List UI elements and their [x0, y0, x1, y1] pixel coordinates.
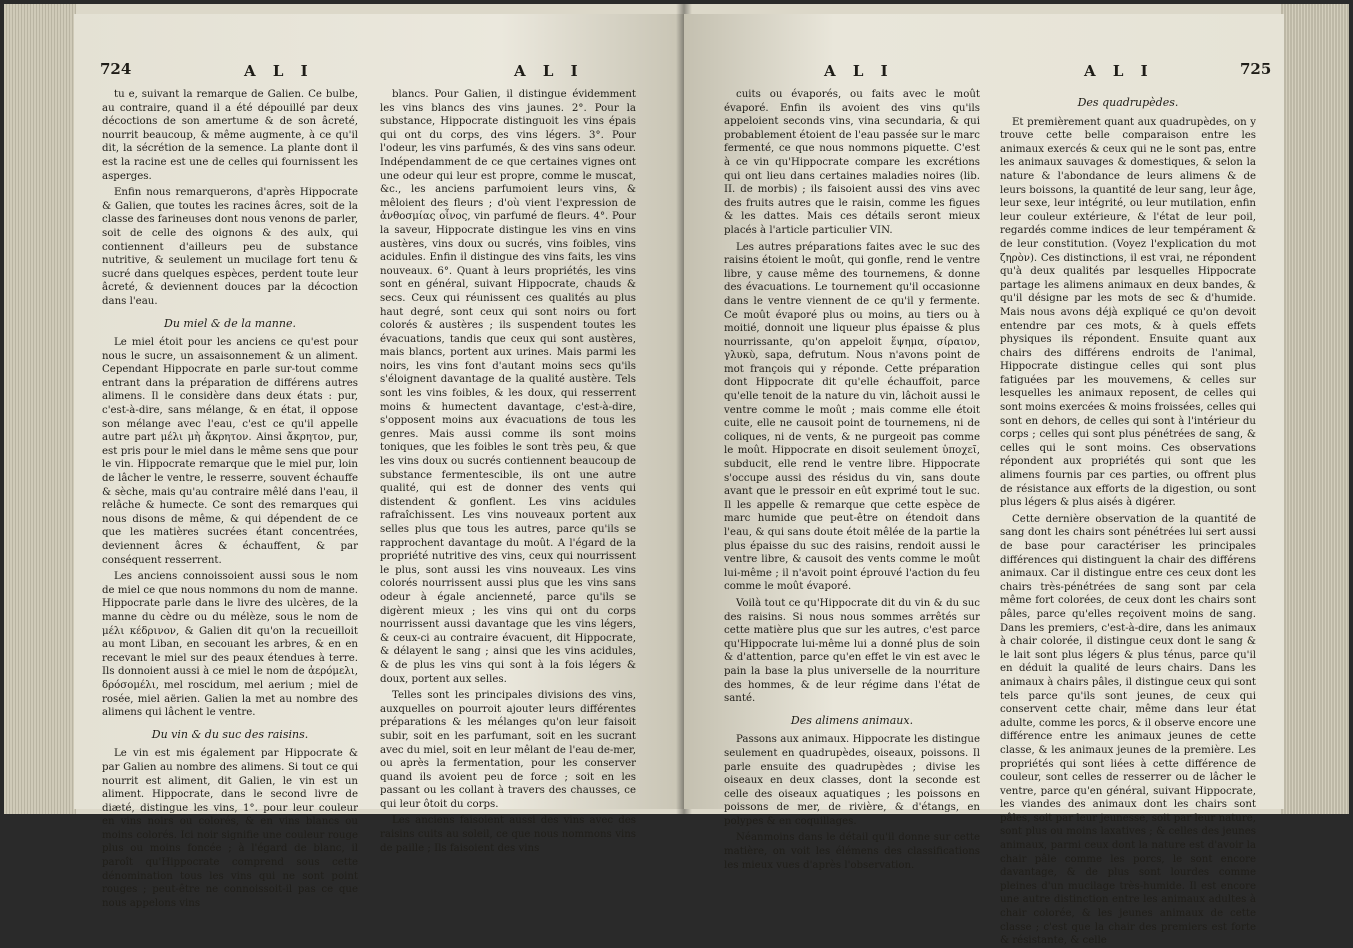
paragraph: Cette dernière observation de la quantité de sang dont les chairs sont pénétrées lui sert aussi de base pour caractériser les principales différences qui distinguent la chair des différens animaux. Car il distingue entre ces ceux dont les chairs très-pénétrées de sang sont par cela même fort colorées, de ceux dont les chairs sont pâles, parce qu'elles reçoivent moins de sang. Dans les premiers, c'est-à-dire, dans les animaux à chair colorée, il distingue ceux dont le sang & le lait sont plus légers & plus ténus, parce qu'il en déduit la qualité de leurs chairs. Dans les animaux à chairs pâles, il distingue ceux qui sont tels parce qu'ils sont jeunes, de ceux qui conservent cette chair, même dans leur état adulte, comme les porcs, & il observe encore une différence entre les animaux jeunes de cette classe, & les animaux jeunes de la première. Les propriétés qui sont liées à cette différence de couleur, sont celles de resserrer ou de lâcher le ventre, parce qu'en général, suivant Hippocrate, les viandes des animaux dont les chairs sont pâles, soit par leur jeunesse, soit par leur nature, sont plus ou moins laxatives ; & celles des jeunes animaux, parmi ceux dont la nature est d'avoir la chair pâle comme les porcs, le sont encore davantage, & de plus sont lourdes comme pleines d'un mucilage très-humide. Il est encore une autre distinction entre les animaux adultes à chair colorée, & les jeunes animaux de cette classe ; c'est que la chair des premiers est forte & résistante, & celle	[1000, 513, 1256, 947]
right-page	[684, 14, 1284, 947]
left-column-2	[380, 88, 636, 854]
paragraph: Le vin est mis également par Hippocrate & par Galien au nombre des alimens. Si tout ce qui nourrit est aliment, dit Galien, le vin est un aliment. Hippocrate, dans le second livre de diæté, distingue les vins, 1°. pour leur couleur en vins noirs ou colorés, & en vins blancs ou moins colorés. Ici noir signifie une couleur rouge plus ou moins foncée ; à l'égard de blanc, il paroît qu'Hippocrate comprend sous cette dénomination tous les vins qui ne sont point rouges ; peut-être ne connoissoit-il pas ce que nous appelons vins	[102, 748, 358, 909]
paragraph: Les anciens connoissoient aussi sous le nom de miel ce que nous nommons du nom de manne. Hippocrate parle dans le livre des ulcères, de la manne du cèdre ou du mélèze, sous le nom de μέλι κέδρινον, & Galien dit qu'on la recueilloit au mont Liban, en secouant les arbres, & en en recevant le miel sur des peaux étendues à terre. Ils donnoient aussi à ce miel le nom de ἀερόμελι, δρόσομέλι, mel roscidum, mel aerium ; miel de rosée, miel aërien. Galien la met au nombre des alimens qui lâchent le ventre.	[102, 571, 358, 719]
paragraph: Voilà tout ce qu'Hippocrate dit du vin & du suc des raisins. Si nous nous sommes arrêtés sur cette matière plus que sur les autres, c'est parce qu'Hippocrate lui-même lui a donné plus de soin & d'attention, parce qu'en effet le vin est avec le pain la base la plus universelle de la nourriture des hommes, & de leur régime dans l'état de santé.	[724, 597, 980, 705]
right-column-1	[724, 88, 980, 871]
paragraph: Enfin nous remarquerons, d'après Hippocrate & Galien, que toutes les racines âcres, soit de la classe des farineuses dont nous venons de parler, soit de celle des oignons & des aulx, qui contiennent d'ailleurs peu de substance nutritive, & seulement un mucilage fort tenu & sucré dans quelques espèces, perdent toute leur âcreté, & deviennent douces par la décoction dans l'eau.	[102, 187, 358, 307]
running-head-right-col2: A L I	[1084, 62, 1154, 80]
paragraph: Néanmoins dans le détail qu'il donne sur cette matière, on voit les élémens des classifications les mieux vues d'après l'observation.	[724, 832, 980, 871]
paragraph: Les anciens faisoient aussi des vins avec des raisins cuits au soleil, ce que nous nommons vins de paille ; Ils faisoient des vins	[380, 815, 636, 854]
open-book	[4, 4, 1349, 947]
running-head-right-col1: A L I	[824, 62, 894, 80]
page-number-left: 724	[100, 60, 132, 78]
paragraph: Les autres préparations faites avec le suc des raisins étoient le moût, qui gonfle, rend le ventre libre, y cause même des tournemens, & donne des évacuations. Le tournement qu'il occasionne dans le ventre viennent de ce qu'il y fermente. Ce moût évaporé plus ou moins, au tiers ou à moitié, donnoit une liqueur plus épaisse & plus nourrissante, qu'on appeloit ἕψημα, σίραιον, γλυκὺ, sapa, defrutum. Nous n'avons point de mot françois qui y réponde. Cette préparation dont Hippocrate dit qu'elle échauffoit, parce qu'elle tenoit de la nature du vin, lâchoit aussi le ventre comme le moût ; mais comme elle étoit cuite, elle ne causoit point de tournemens, ni de coliques, ni de vents, & ne purgeoit pas comme le moût. Hippocrate en disoit seulement ὑποχεῖ, subducit, elle rend le ventre libre. Hippocrate s'occupe aussi des résidus du vin, sans doute avant que le pressoir en eût exprimé tout le suc. Il les appelle & remarque que cette espèce de marc humide que peut-être on étendoit dans l'eau, & qui sans doute étoit mêlée de la partie la plus épaisse du suc des raisins, rendoit aussi le ventre libre, & causoit des vents comme le moût lui-même ; il n'avoit point éprouvé l'action du feu comme le moût évaporé.	[724, 241, 980, 593]
left-page	[74, 14, 684, 909]
paragraph: blancs. Pour Galien, il distingue évidemment les vins blancs des vins jaunes. 2°. Pour la substance, Hippocrate distinguoit les vins épais qui ont du corps, des vins légers. 3°. Pour l'odeur, les vins parfumés, & des vins sans odeur. Indépendamment de ce que certaines vignes ont une odeur qui leur est propre, comme le muscat, &c., les anciens parfumoient leurs vins, & mêloient des fleurs ; d'où vient l'expression de ἀνθοσμίας οἶνος, vin parfumé de fleurs. 4°. Pour la saveur, Hippocrate distingue les vins en vins austères, vins doux ou sucrés, vins foibles, vins acidules. Enfin il distingue des vins faits, les vins nouveaux. 6°. Quant à leurs propriétés, les vins sont en général, suivant Hippocrate, chauds & secs. Ceux qui réunissent ces qualités au plus haut degré, sont ceux qui sont noirs ou fort colorés & austères ; ils suspendent toutes les évacuations, tandis que ceux qui sont austères, mais blancs, portent aux urines. Mais parmi les noirs, les vins font d'autant moins secs qu'ils s'éloignent davantage de la qualité austère. Tels sont les vins foibles, & les doux, qui resserrent moins & humectent davantage, c'est-à-dire, s'opposent moins aux évacuations de tous les genres. Mais aussi comme ils sont moins toniques, que les foibles le sont très peu, & que les vins doux ou sucrés contiennent beaucoup de substance fermentescible, ils ont une autre qualité, qui est de donner des vents qui distendent & gonflent. Les vins acidules rafraîchissent. Les vins nouveaux portent aux selles plus que tous les autres, parce qu'ils se rapprochent davantage du moût. A l'égard de la propriété nutritive des vins, ceux qui nourrissent le plus, sont aussi les vins nouveaux. Les vins colorés nourrissent aussi plus que les vins sans odeur à égale ancienneté, parce qu'ils se digèrent mieux ; les vins qui ont du corps nourrissent aussi davantage que les vins légers, & ceux-ci au contraire évacuent, dit Hippocrate, & délayent le sang ; ainsi que les vins acidules, & de plus les vins qui sont à la fois légers & doux, portent aux selles.	[380, 89, 636, 685]
page-number-right: 725	[1240, 60, 1272, 78]
section-heading: Des alimens animaux.	[790, 713, 914, 727]
running-head-left-col2: A L I	[514, 62, 584, 80]
paragraph: Telles sont les principales divisions des vins, auxquelles on pourroit ajouter leurs différentes préparations & les mélanges qu'on leur faisoit subir, soit en les parfumant, soit en les sucrant avec du miel, soit en leur mêlant de l'eau de-mer, ou après la fermentation, pour les conserver quand ils avoient peu de force ; soit en les passant ou les collant à travers des chausses, ce qui leur ôtoit du corps.	[380, 690, 636, 810]
right-column-2	[1000, 88, 1256, 947]
section-heading: Des quadrupèdes.	[1077, 96, 1179, 109]
paragraph: tu e, suivant la remarque de Galien. Ce bulbe, au contraire, quand il a été dépouillé par deux décoctions de son amertume & de son âcreté, nourrit beaucoup, & même augmente, à ce qu'il dit, la sécrétion de la semence. La plante dont il est la racine est une de celles qui fournissent les asperges.	[102, 89, 358, 182]
paragraph: Le miel étoit pour les anciens ce qu'est pour nous le sucre, un assaisonnement & un aliment. Cependant Hippocrate en parle sur-tout comme entrant dans la préparation de différens autres alimens. Il le considère dans deux états : pur, c'est-à-dire, sans mélange, & en état, il oppose son mélange avec l'eau, c'est ce qu'il appelle autre part μέλι μὴ ἄκρητον. Ainsi ἄκρητον, pur, est pris pour le miel dans le même sens que pour le vin. Hippocrate remarque que le miel pur, loin de lâcher le ventre, le resserre, souvent échauffe & sèche, mais qu'au contraire mêlé dans l'eau, il relâche & humecte. Ce sont des remarques qui nous disons de même, & qui dépendent de ce que les matières sucrées étant concentrées, deviennent âcres & échauffent, & par conséquent resserrent.	[102, 337, 358, 566]
left-page-edges	[4, 4, 76, 814]
section-heading: Du vin & du suc des raisins.	[151, 727, 309, 741]
left-column-1	[102, 88, 358, 909]
section-heading: Du miel & de la manne.	[164, 316, 296, 330]
right-page-edges	[1281, 4, 1349, 814]
paragraph: Passons aux animaux. Hippocrate les distingue seulement en quadrupèdes, oiseaux, poissons. Il parle ensuite des quadrupèdes ; divise les oiseaux en deux classes, dont la seconde est celle des oiseaux aquatiques ; les poissons en poissons de mer, de rivière, & d'étangs, en polypes & en coquillages.	[724, 734, 980, 827]
paragraph: Et premièrement quant aux quadrupèdes, on y trouve cette belle comparaison entre les animaux exercés & ceux qui ne le sont pas, entre les animaux sauvages & domestiques, & selon la nature & l'abondance de leurs alimens & de leurs boissons, la quantité de leur sang, leur âge, leur sexe, leur intégrité, ou leur mutilation, enfin leur couleur extérieure, & l'état de leur poil, regardés comme indices de leur tempérament & de leur constitution. (Voyez l'explication du mot ζηρὸν). Ces distinctions, il est vrai, ne répondent qu'à deux qualités par lesquelles Hippocrate partage les alimens animaux en deux bandes, & qu'il désigne par les mots de sec & d'humide. Mais nous avons déjà expliqué ce qu'on devoit entendre par ces mots, & à quels effets physiques ils répondent. Ensuite quant aux chairs des différens endroits de l'animal, Hippocrate distingue celles qui sont plus fatiguées par les mouvemens, & celles sur lesquelles les animaux reposent, de celles qui sont moins exercées & moins froissées, celles qui sont en dehors, de celles qui sont à l'intérieur du corps ; celles qui sont plus pénétrées de sang, & celles qui le sont moins. Ces observations répondent aux propriétés qui sont que les alimens fournis par ces parties, ou offrent plus de résistance aux efforts de la digestion, ou sont plus légers & plus aisés à digérer.	[1000, 116, 1256, 509]
running-head-left-col1: A L I	[244, 62, 314, 80]
paragraph: cuits ou évaporés, ou faits avec le moût évaporé. Enfin ils avoient des vins qu'ils appeloient seconds vins, vina secundaria, & qui probablement étoient de l'eau passée sur le marc fermenté, ce que nous nommons piquette. C'est à ce vin qu'Hippocrate compare les excrétions qui ont lieu dans certaines maladies noires (lib. II. de morbis) ; ils faisoient aussi des vins avec des fruits autres que le raisin, comme les figues & les dattes. Mais ces détails seront mieux placés à l'article particulier VIN.	[724, 89, 980, 236]
